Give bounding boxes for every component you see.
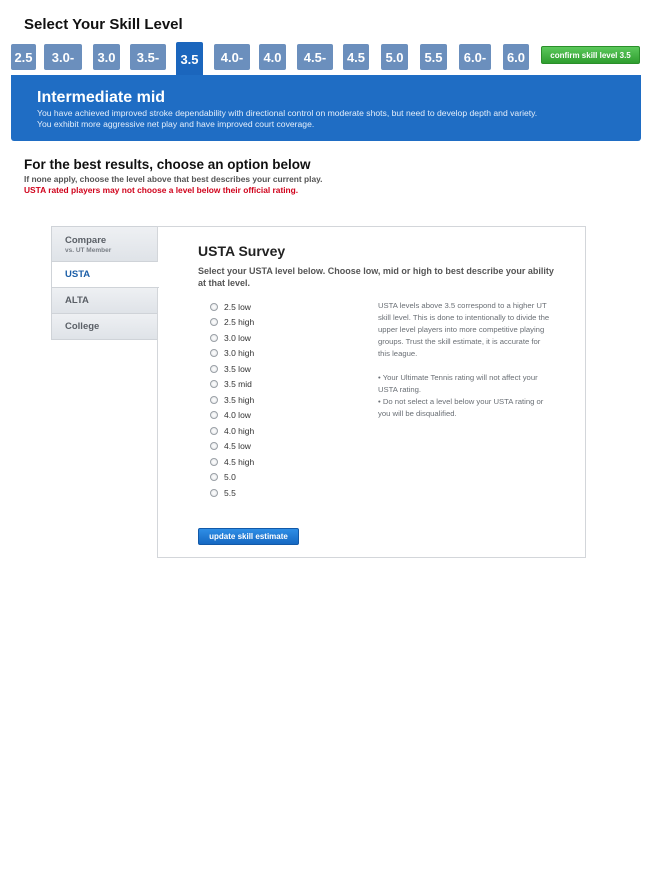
- radio-option[interactable]: [210, 423, 254, 439]
- survey-tabs: [51, 226, 158, 340]
- usta-survey-panel: [157, 226, 586, 558]
- radio-button[interactable]: [210, 318, 218, 326]
- tab-compare-label: Compare: [65, 234, 107, 246]
- radio-label: 5.5: [224, 487, 236, 498]
- radio-button[interactable]: [210, 442, 218, 450]
- radio-option[interactable]: [210, 346, 254, 362]
- level-button-2.5[interactable]: 2.5: [11, 44, 36, 70]
- tab-alta[interactable]: ALTA: [51, 288, 158, 314]
- radio-option[interactable]: [210, 454, 254, 470]
- radio-label: 3.0 high: [224, 348, 255, 359]
- level-button-4.0-minus[interactable]: 4.0-: [214, 44, 250, 70]
- radio-option[interactable]: [210, 392, 254, 408]
- tab-compare[interactable]: [51, 226, 158, 262]
- options-heading: For the best results, choose an option below: [24, 157, 311, 172]
- radio-option[interactable]: [210, 315, 254, 331]
- radio-label: 3.5 low: [224, 363, 251, 374]
- level-button-3.5-minus[interactable]: 3.5-: [130, 44, 166, 70]
- level-button-5.5[interactable]: 5.5: [420, 44, 447, 70]
- info-paragraph: USTA levels above 3.5 correspond to a higher UT skill level. This is done to intentionally to divide the upper level players into more competitive playing groups. Trust the skill estimate, it is accurate for this league.: [378, 301, 550, 358]
- level-description-line-2: You exhibit more aggressive net play and have improved court coverage.: [37, 119, 315, 129]
- update-skill-estimate-button[interactable]: update skill estimate: [198, 528, 299, 545]
- survey-instruction: Select your USTA level below. Choose low, mid or high to best describe your ability at that level.: [198, 266, 554, 288]
- radio-button[interactable]: [210, 489, 218, 497]
- radio-button[interactable]: [210, 349, 218, 357]
- radio-option[interactable]: [210, 485, 254, 501]
- confirm-skill-level-button[interactable]: confirm skill level 3.5: [541, 46, 640, 64]
- radio-button[interactable]: [210, 411, 218, 419]
- radio-option[interactable]: [210, 439, 254, 455]
- radio-button[interactable]: [210, 334, 218, 342]
- tab-college[interactable]: College: [51, 314, 158, 340]
- radio-label: 3.5 high: [224, 394, 255, 405]
- page-title: Select Your Skill Level: [24, 16, 183, 33]
- radio-option[interactable]: [210, 299, 254, 315]
- info-bullet-disqualify: • Do not select a level below your USTA rating or you will be disqualified.: [378, 397, 544, 418]
- radio-button[interactable]: [210, 365, 218, 373]
- usta-level-options: [210, 299, 254, 501]
- radio-label: 5.0: [224, 472, 236, 483]
- radio-label: 4.0 low: [224, 410, 251, 421]
- level-button-3.0-minus[interactable]: 3.0-: [44, 44, 82, 70]
- radio-label: 2.5 low: [224, 301, 251, 312]
- usta-warning: USTA rated players may not choose a level below their official rating.: [24, 185, 299, 195]
- radio-option[interactable]: [210, 330, 254, 346]
- level-button-6.0-minus[interactable]: 6.0-: [459, 44, 491, 70]
- radio-button[interactable]: [210, 396, 218, 404]
- level-description-line-1: You have achieved improved stroke dependability with directional control on moderate shots, but need to develop depth and variety.: [37, 108, 538, 118]
- level-button-4.0[interactable]: 4.0: [259, 44, 286, 70]
- radio-label: 4.5 high: [224, 456, 255, 467]
- level-button-3.5[interactable]: 3.5: [176, 42, 203, 76]
- level-button-4.5[interactable]: 4.5: [343, 44, 369, 70]
- radio-button[interactable]: [210, 380, 218, 388]
- radio-button[interactable]: [210, 473, 218, 481]
- level-description-banner: [11, 75, 641, 141]
- radio-label: 2.5 high: [224, 317, 255, 328]
- radio-button[interactable]: [210, 303, 218, 311]
- radio-label: 4.0 high: [224, 425, 255, 436]
- level-button-6.0[interactable]: 6.0: [503, 44, 529, 70]
- level-name: Intermediate mid: [37, 89, 166, 106]
- level-button-3.0[interactable]: 3.0: [93, 44, 120, 70]
- radio-button[interactable]: [210, 458, 218, 466]
- radio-label: 3.0 low: [224, 332, 251, 343]
- radio-option[interactable]: [210, 408, 254, 424]
- radio-label: 3.5 mid: [224, 379, 252, 390]
- options-intro: [24, 157, 624, 196]
- radio-option[interactable]: [210, 361, 254, 377]
- skill-level-selector: [0, 0, 654, 80]
- info-bullet-rating: • Your Ultimate Tennis rating will not affect your USTA rating.: [378, 373, 538, 394]
- options-note: If none apply, choose the level above that best describes your current play.: [24, 174, 323, 184]
- survey-title: USTA Survey: [198, 243, 286, 259]
- level-button-4.5-minus[interactable]: 4.5-: [297, 44, 333, 70]
- tab-usta[interactable]: USTA: [51, 262, 159, 288]
- radio-option[interactable]: [210, 470, 254, 486]
- survey-info-note: [378, 300, 553, 420]
- radio-label: 4.5 low: [224, 441, 251, 452]
- level-button-5.0[interactable]: 5.0: [381, 44, 408, 70]
- radio-button[interactable]: [210, 427, 218, 435]
- tab-compare-sublabel: vs. UT Member: [65, 246, 112, 254]
- radio-option[interactable]: [210, 377, 254, 393]
